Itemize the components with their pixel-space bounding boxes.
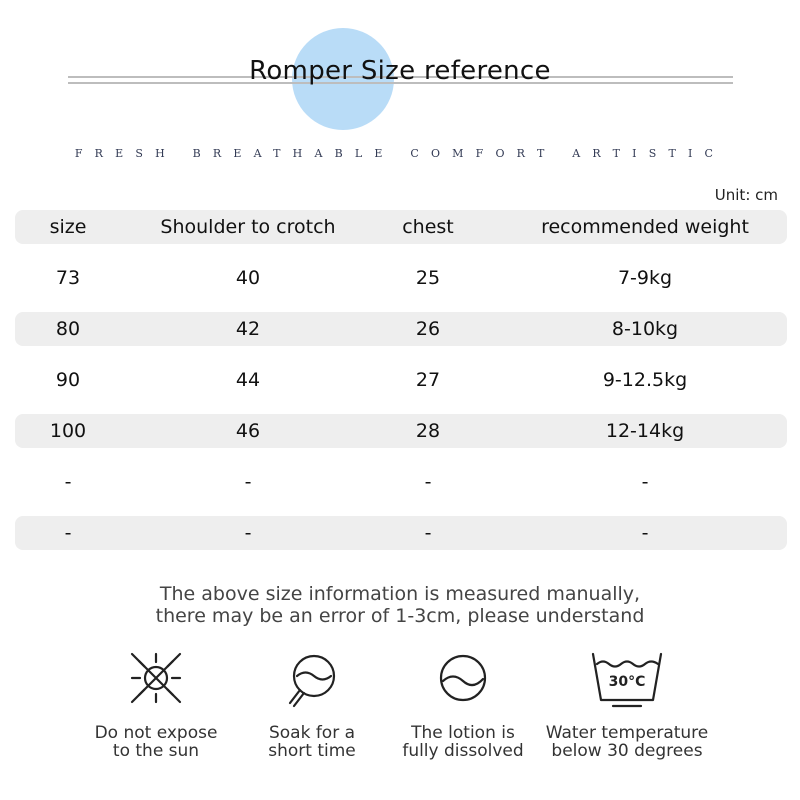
care-label bbox=[66, 724, 246, 760]
wash-temperature: 30°C bbox=[608, 674, 646, 690]
care-label-line-2: fully dissolved bbox=[402, 741, 524, 761]
cell-shoulder-to-crotch: - bbox=[244, 522, 252, 544]
table-row bbox=[15, 414, 787, 448]
wash-30-icon bbox=[589, 648, 665, 708]
lotion-icon bbox=[433, 648, 493, 708]
no-sun-icon bbox=[126, 648, 186, 708]
cell-size: 73 bbox=[55, 267, 81, 289]
cell-size: 80 bbox=[55, 318, 81, 340]
tagline: FRESH BREATHABLE COMFORT ARTISTIC bbox=[74, 147, 726, 160]
care-label bbox=[373, 724, 553, 760]
cell-weight: 12-14kg bbox=[605, 420, 685, 442]
cell-shoulder-to-crotch: 40 bbox=[235, 267, 261, 289]
table-row bbox=[15, 363, 787, 397]
note-line-2: there may be an error of 1-3cm, please understand bbox=[155, 605, 645, 627]
cell-chest: 27 bbox=[415, 369, 441, 391]
cell-size: - bbox=[64, 471, 72, 493]
care-label-line-2: short time bbox=[268, 741, 356, 761]
header-recommended-weight: recommended weight bbox=[541, 216, 749, 238]
care-label-line-1: Do not expose bbox=[94, 723, 218, 743]
care-item-no-sun bbox=[66, 648, 246, 760]
cell-chest: 28 bbox=[415, 420, 441, 442]
header-chest: chest bbox=[402, 216, 454, 238]
cell-weight: 9-12.5kg bbox=[602, 369, 688, 391]
cell-size: 90 bbox=[55, 369, 81, 391]
cell-size: 100 bbox=[49, 420, 87, 442]
table-row bbox=[15, 516, 787, 550]
table-row bbox=[15, 465, 787, 499]
header-shoulder-to-crotch: Shoulder to crotch bbox=[160, 216, 336, 238]
care-label-line-1: Soak for a bbox=[268, 723, 356, 743]
table-row bbox=[15, 261, 787, 295]
page-title: Romper Size reference bbox=[249, 56, 551, 86]
cell-shoulder-to-crotch: - bbox=[244, 471, 252, 493]
care-label bbox=[537, 724, 717, 760]
measurement-note bbox=[0, 583, 800, 627]
cell-chest: 25 bbox=[415, 267, 441, 289]
cell-weight: 7-9kg bbox=[617, 267, 673, 289]
title-block bbox=[0, 0, 800, 140]
note-line-1: The above size information is measured manually, bbox=[159, 583, 641, 605]
care-label-line-2: to the sun bbox=[112, 741, 200, 761]
cell-chest: 26 bbox=[415, 318, 441, 340]
cell-chest: - bbox=[424, 522, 432, 544]
cell-size: - bbox=[64, 522, 72, 544]
cell-weight: - bbox=[641, 471, 649, 493]
care-label-line-1: The lotion is bbox=[411, 723, 515, 743]
cell-shoulder-to-crotch: 42 bbox=[235, 318, 261, 340]
care-label-line-1: Water temperature bbox=[545, 723, 709, 743]
table-row bbox=[15, 312, 787, 346]
cell-shoulder-to-crotch: 46 bbox=[235, 420, 261, 442]
cell-weight: - bbox=[641, 522, 649, 544]
care-item-lotion bbox=[373, 648, 553, 760]
cell-chest: - bbox=[424, 471, 432, 493]
header-size: size bbox=[49, 216, 87, 238]
size-table bbox=[15, 210, 787, 567]
care-item-wash-30 bbox=[537, 648, 717, 760]
unit-label: Unit: cm bbox=[714, 186, 778, 204]
cell-weight: 8-10kg bbox=[611, 318, 679, 340]
cell-shoulder-to-crotch: 44 bbox=[235, 369, 261, 391]
table-header-row bbox=[15, 210, 787, 244]
care-label-line-2: below 30 degrees bbox=[551, 741, 703, 761]
soak-icon bbox=[282, 648, 342, 708]
